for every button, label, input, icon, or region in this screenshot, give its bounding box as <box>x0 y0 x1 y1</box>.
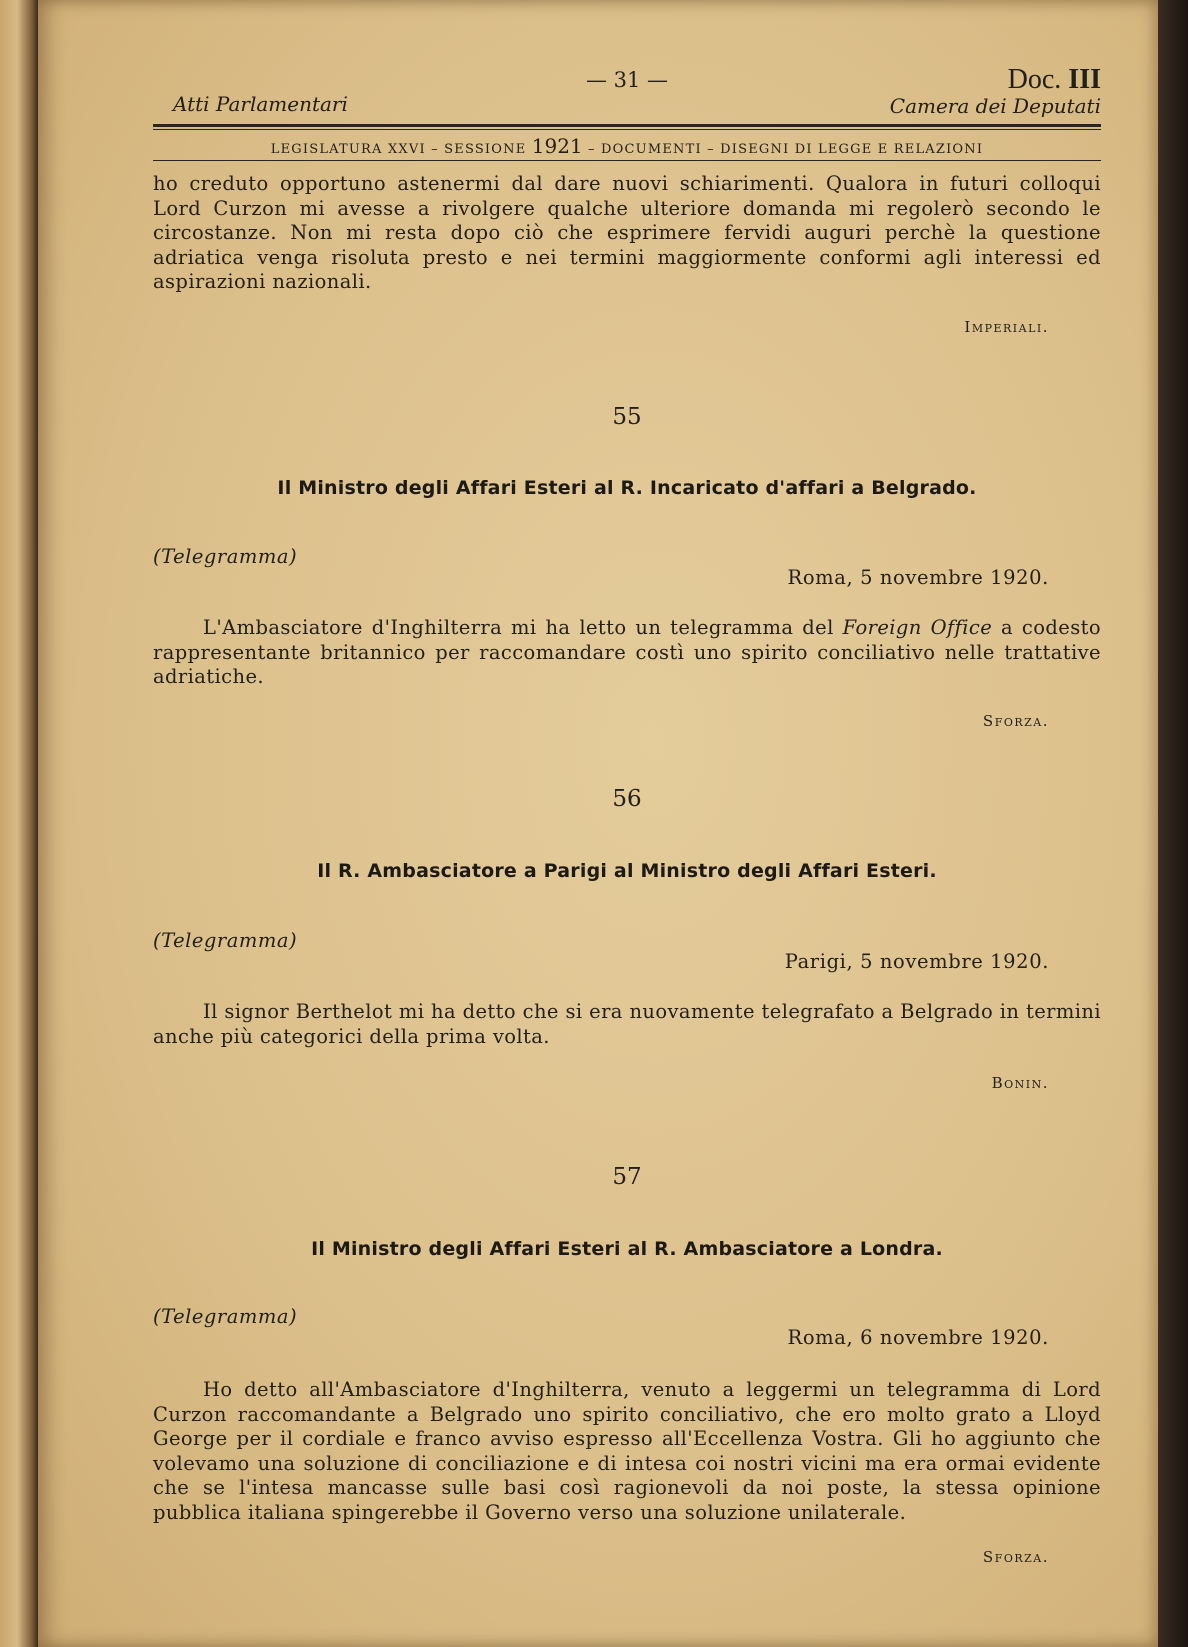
document-page <box>38 0 1158 1647</box>
document-paragraph: Il signor Berthelot mi ha detto che si era nuovamente telegrafato a Belgrado in termini anche più categorici della prima volta. <box>153 1000 1101 1048</box>
document-number: 57 <box>612 1164 642 1190</box>
document-dateline: Roma, 5 novembre 1920. <box>787 566 1049 589</box>
subheader-part-a: LEGISLATURA XXVI – SESSIONE <box>270 142 527 157</box>
document-paragraph <box>153 616 1101 690</box>
doc-label-roman: III <box>1068 64 1101 95</box>
document-title: Il Ministro degli Affari Esteri al R. Incaricato d'affari a Belgrado. <box>277 477 977 499</box>
document-paragraph: Ho detto all'Ambasciatore d'Inghilterra, venuto a leggermi un telegramma di Lord Curzon raccomandante a Belgrado uno spirito conciliativo, che ero molto grato a Lloyd George per il cordiale e franco avviso espresso all'Eccellenza Vostra. Gli ho aggiunto che volevamo una soluzione di conciliazione e di intesa coi nostri vicini ma era ormai evidente che se l'intesa mancasse sulle basi così ragionevoli da noi poste, la stessa opinione pubblica italiana spingerebbe il Governo verso una soluzione unilaterale. <box>153 1378 1101 1524</box>
doc-label-prefix: Doc. <box>1007 64 1062 95</box>
page-number: — 31 — <box>585 68 669 92</box>
subheader-rule <box>153 160 1101 161</box>
header-rule-thin <box>153 129 1101 130</box>
document-dateline: Roma, 6 novembre 1920. <box>787 1326 1049 1349</box>
doc-label <box>1008 64 1101 96</box>
header-right-title: Camera dei Deputati <box>889 94 1101 118</box>
running-subheader <box>153 134 1101 158</box>
intro-paragraph: ho creduto opportuno astenermi dal dare nuovi schiarimenti. Qualora in futuri colloqui Lord Curzon mi avesse a rivolgere qualche ulteriore domanda mi regolerò secondo le circostanze. Non mi resta dopo ciò che esprimere fervidi auguri perchè la questione adriatica venga risoluta presto e nei termini maggiormente conformi agli interessi ed aspirazioni nazionali. <box>153 172 1101 293</box>
text-after: a codesto rappresentante britannico per raccomandare costì uno spirito conciliativo nelle trattative adriatiche. <box>153 616 1101 688</box>
adjacent-page-edge <box>0 0 38 1647</box>
intro-signature: Imperiali. <box>964 318 1049 336</box>
subheader-part-b: – DOCUMENTI – DISEGNI DI LEGGE E RELAZIONI <box>588 142 984 157</box>
header-left-title: Atti Parlamentari <box>173 92 348 116</box>
document-title: Il Ministro degli Affari Esteri al R. Ambasciatore a Londra. <box>311 1238 943 1260</box>
document-number: 56 <box>612 786 642 812</box>
document-signature: Bonin. <box>991 1074 1049 1092</box>
document-signature: Sforza. <box>982 1548 1049 1566</box>
document-dateline: Parigi, 5 novembre 1920. <box>784 950 1049 973</box>
document-type: (Telegramma) <box>153 1305 298 1328</box>
foreign-office-italic: Foreign Office <box>842 616 993 639</box>
document-number: 55 <box>612 404 642 430</box>
document-signature: Sforza. <box>982 712 1049 730</box>
subheader-year: 1921 <box>531 134 583 158</box>
document-type: (Telegramma) <box>153 545 298 568</box>
document-title: Il R. Ambasciatore a Parigi al Ministro degli Affari Esteri. <box>317 860 937 882</box>
header-rule-thick <box>153 124 1101 127</box>
text-before: L'Ambasciatore d'Inghilterra mi ha letto un telegramma del <box>203 616 843 639</box>
document-type: (Telegramma) <box>153 929 298 952</box>
scanner-background <box>1158 0 1188 1647</box>
